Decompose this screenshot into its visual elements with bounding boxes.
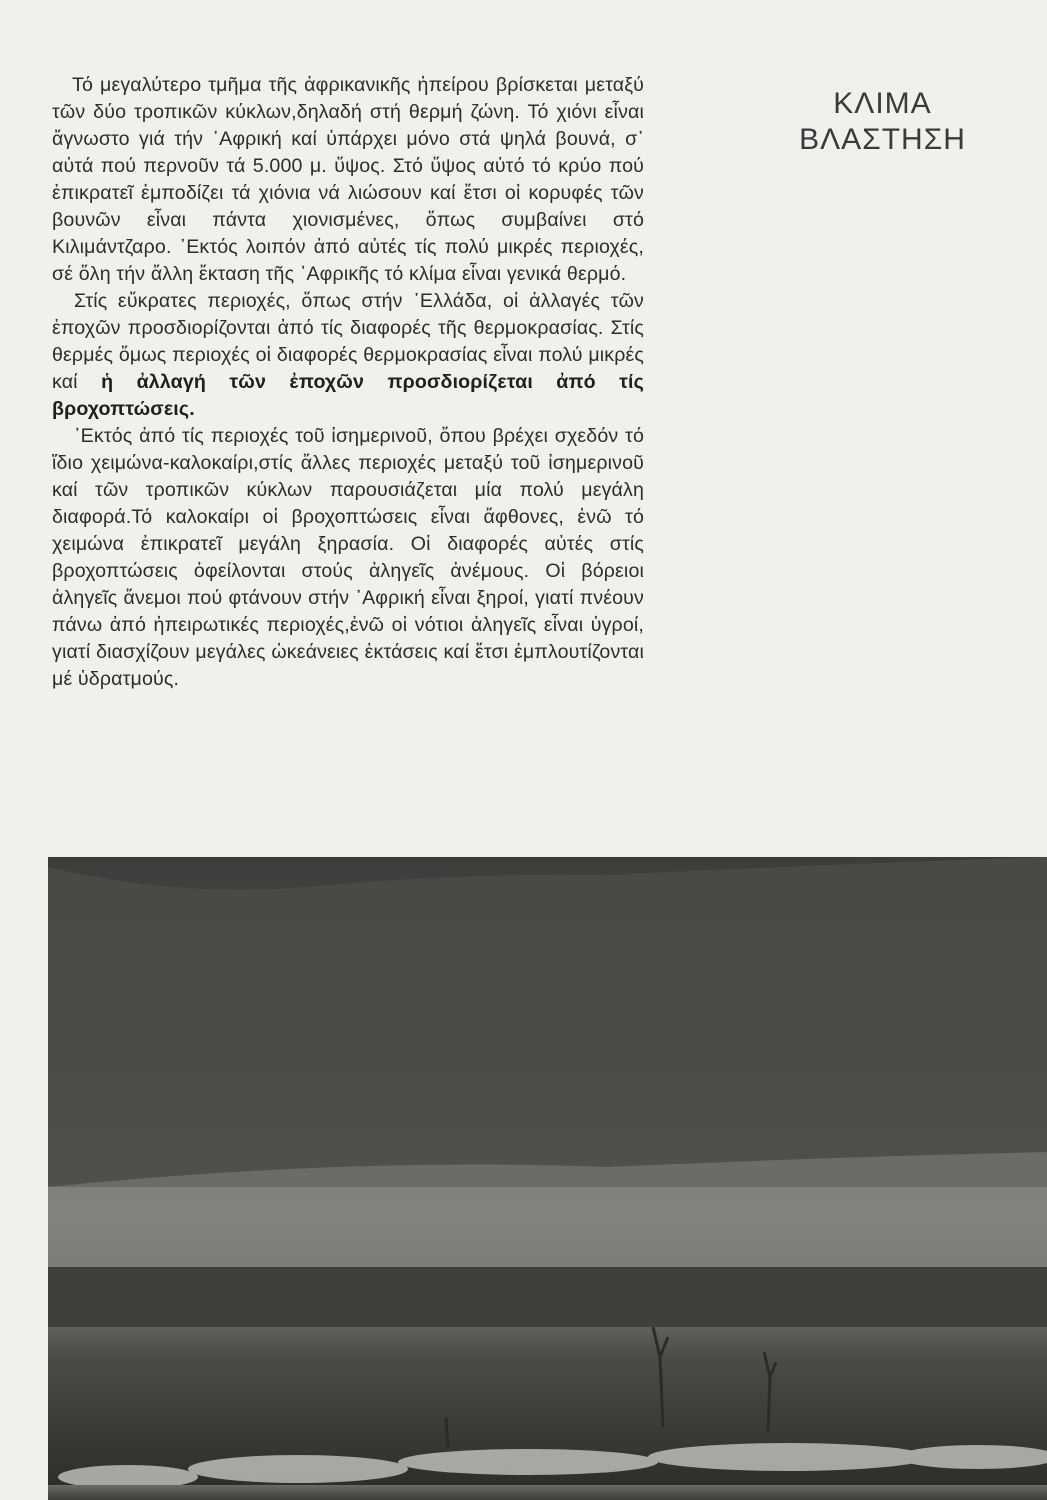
side-heading-line-1: ΚΛΙΜΑ (833, 87, 932, 120)
photo-drawing (48, 857, 1047, 1500)
far-shore (48, 1267, 1047, 1327)
body-text (52, 72, 644, 693)
pelicans-photo (48, 857, 1047, 1500)
hillside (48, 857, 1047, 1187)
water (48, 1485, 1047, 1500)
side-heading (760, 86, 1005, 158)
paragraph-2-text: Στίς εὔκρατες περιοχές, ὅπως στήν ᾿Ελλάδα, οἱ ἀλλαγές τῶν ἐποχῶν προσδιορίζονται ἀπό τίς διαφορές τῆς θερμοκρασίας. Στίς θερμές ὅμως περιοχές οἱ διαφορές θερμοκρασίας εἶναι πολύ μικρές καί (52, 290, 644, 393)
paragraph-1: Τό μεγαλύτερο τμῆμα τῆς ἀφρικανικῆς ἠπείρου βρίσκεται μεταξύ τῶν δύο τροπικῶν κύκλων,δηλαδή στή θερμή ζώνη. Τό χιόνι εἶναι ἄγνωστο γιά τήν ᾿Αφρική καί ὑπάρχει μόνο στά ψηλά βουνά, σ᾿ αὐτά πού περνοῦν τά 5.000 μ. ὕψος. Στό ὕψος αὐτό τό κρύο πού ἐπικρατεῖ ἐμποδίζει τά χιόνια νά λιώσουν καί ἔτσι οἱ κορυφές τῶν βουνῶν εἶναι πάντα χιονισμένες, ὅπως συμβαίνει στό Κιλιμάντζαρο. ᾿Εκτός λοιπόν ἀπό αὐτές τίς πολύ μικρές περιοχές, σέ ὅλη τήν ἄλλη ἔκταση τῆς ᾿Αφρικῆς τό κλίμα εἶναι γενικά θερμό. (52, 74, 644, 285)
paragraph-2 (52, 288, 644, 423)
paragraph-2-bold-text: ἡ ἀλλαγή τῶν ἐποχῶν προσδιορίζεται ἀπό τίς βροχοπτώσεις. (52, 371, 644, 420)
side-heading-line-2: ΒΛΑΣΤΗΣΗ (799, 123, 966, 156)
paragraph-3: ᾿Εκτός ἀπό τίς περιοχές τοῦ ἰσημερινοῦ, ὅπου βρέχει σχεδόν τό ἴδιο χειμώνα-καλοκαίρι,στίς ἄλλες περιοχές μεταξύ τοῦ ἰσημερινοῦ καί τῶν τροπικῶν κύκλων παρουσιάζεται μία πολύ μεγάλη διαφορά.Τό καλοκαίρι οἱ βροχοπτώσεις εἶναι ἄφθονες, ἐνῶ τό χειμώνα ἐπικρατεῖ μεγάλη ξηρασία. Οἱ διαφορές αὐτές στίς βροχοπτώσεις ὀφείλονται στούς ἀληγεῖς ἀνέμους. Οἱ βόρειοι ἀληγεῖς ἄνεμοι πού φτάνουν στήν ᾿Αφρική εἶναι ξηροί, γιατί πνέουν πάνω ἀπό ἠπειρωτικές περιοχές,ἐνῶ οἱ νότιοι ἀληγεῖς εἶναι ὑγροί, γιατί διασχίζουν μεγάλες ὠκεάνειες ἐκτάσεις καί ἔτσι ἐμπλουτίζονται μέ ὑδρατμούς. (52, 425, 644, 690)
